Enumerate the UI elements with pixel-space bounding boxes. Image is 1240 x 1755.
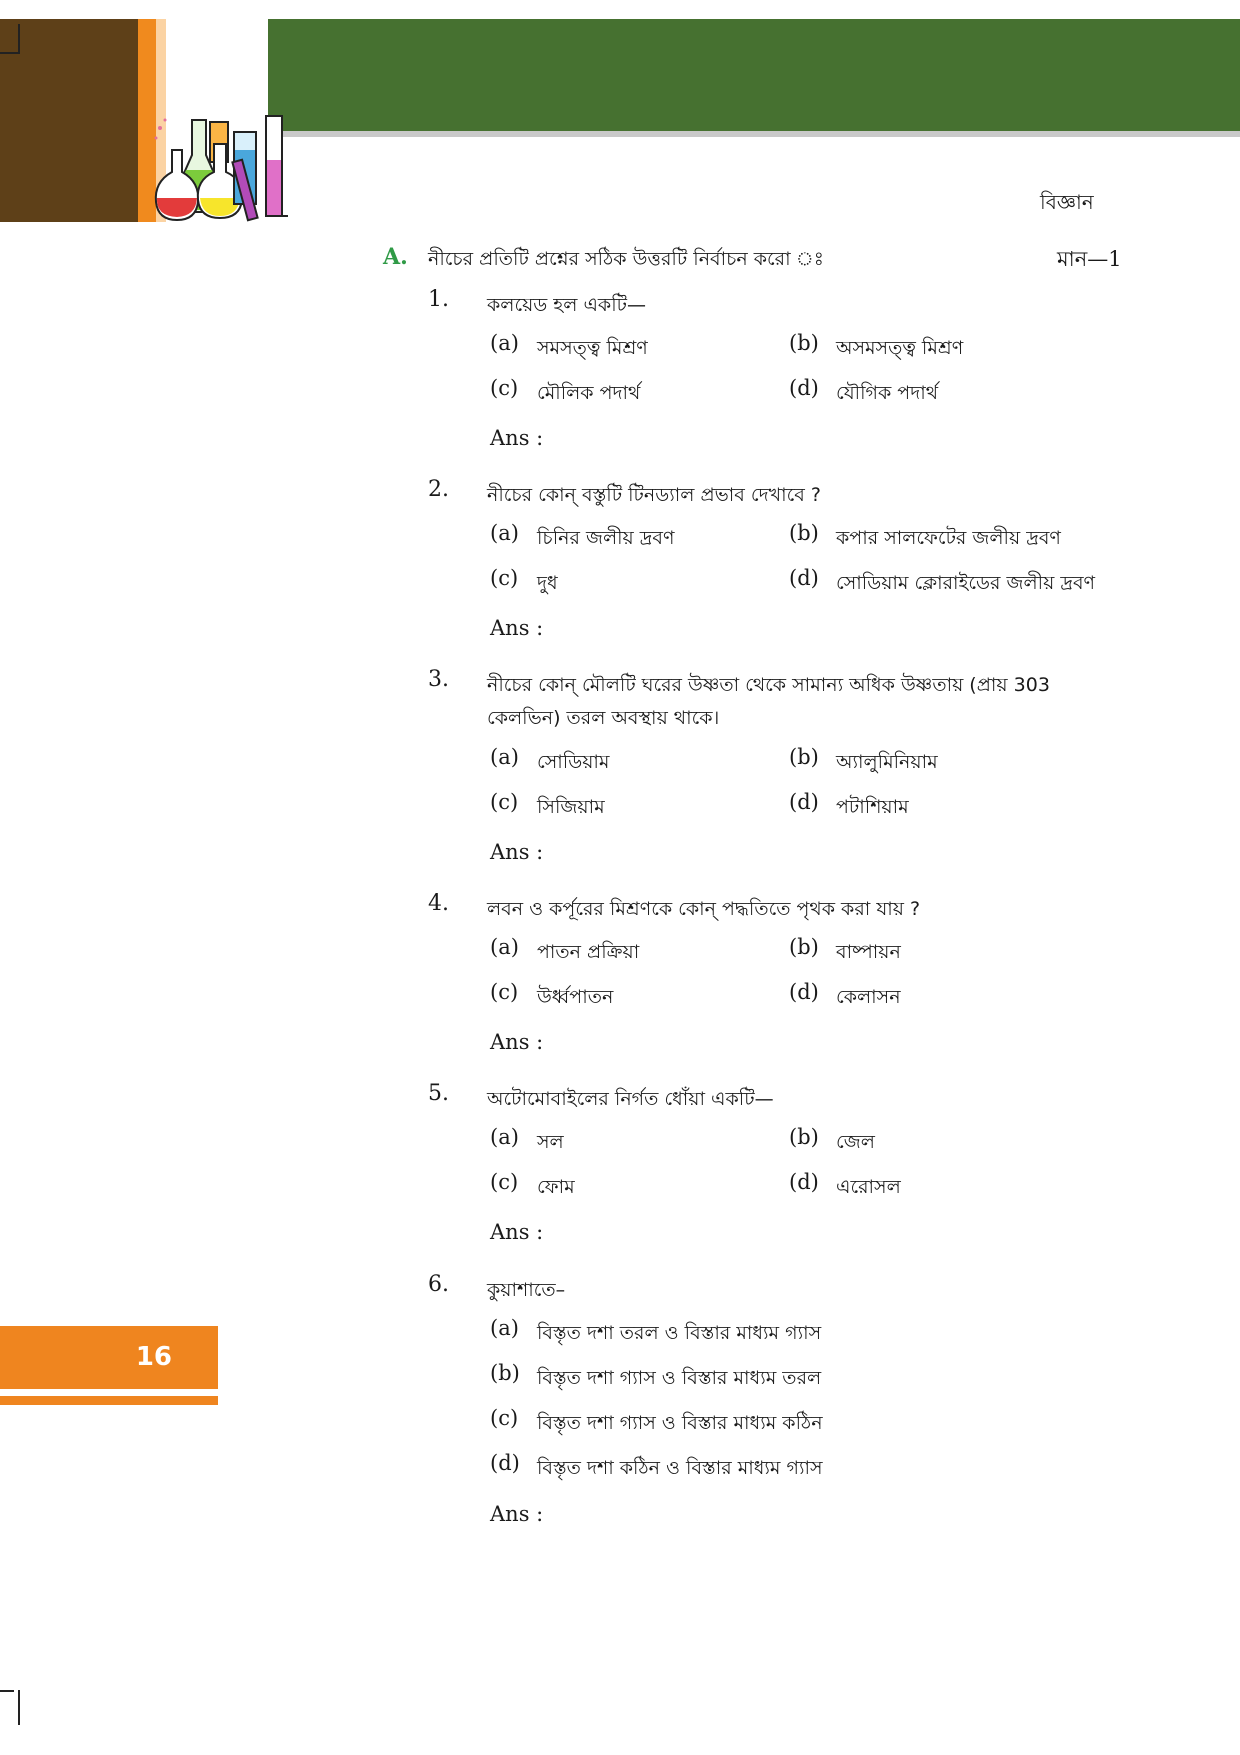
option-text: সমসত্ত্ব মিশ্রণ <box>537 337 648 359</box>
option-text: বিস্তৃত দশা তরল ও বিস্তার মাধ্যম গ্যাস <box>537 1322 822 1344</box>
question-number: 2. <box>428 477 449 502</box>
question-text: কুয়াশাতে– <box>487 1279 566 1301</box>
option-text: বিস্তৃত দশা গ্যাস ও বিস্তার মাধ্যম তরল <box>537 1367 822 1389</box>
option-label: (d) <box>789 980 819 1004</box>
question-text: কলয়েড হল একটি— <box>487 294 647 316</box>
question-number: 6. <box>428 1272 449 1297</box>
option-label: (b) <box>789 331 819 355</box>
option-label: (a) <box>490 521 519 545</box>
question-text: নীচের কোন্ বস্তুটি টিনড্যাল প্রভাব দেখাবে ? <box>487 484 821 506</box>
header-banner-shadow <box>268 131 1240 137</box>
page-number: 16 <box>135 1342 172 1372</box>
header-brown-block <box>0 19 138 222</box>
option-label: (a) <box>490 1125 519 1149</box>
option-label: (d) <box>789 1170 819 1194</box>
question-text: লবন ও কর্পূরের মিশ্রণকে কোন্ পদ্ধতিতে পৃথক করা যায় ? <box>487 898 921 920</box>
crop-mark <box>18 24 20 54</box>
option-label: (d) <box>490 1451 520 1475</box>
option-text: পটাশিয়াম <box>836 796 909 818</box>
option-label: (b) <box>789 1125 819 1149</box>
option-label: (b) <box>789 935 819 959</box>
question-number: 5. <box>428 1081 449 1106</box>
crop-mark <box>18 1690 20 1725</box>
option-text: যৌগিক পদার্থ <box>836 382 939 404</box>
question-text: নীচের কোন্ মৌলটি ঘরের উষ্ণতা থেকে সামান্য অধিক উষ্ণতায় (প্রায় 303 কেলভিন) তরল অবস্থায় থাকে। <box>487 674 1050 729</box>
option-text: উর্ধ্বপাতন <box>537 986 614 1008</box>
option-label: (a) <box>490 745 519 769</box>
lab-glassware-illustration <box>148 110 310 225</box>
subject-title: বিজ্ঞান <box>1040 190 1094 214</box>
option-label: (c) <box>490 1406 519 1430</box>
option-label: (c) <box>490 980 519 1004</box>
option-text: ফোম <box>537 1176 575 1198</box>
option-label: (a) <box>490 1316 519 1340</box>
option-text: বাষ্পায়ন <box>836 941 901 963</box>
question-text: অটোমোবাইলের নির্গত ধোঁয়া একটি— <box>487 1088 774 1110</box>
section-letter: A. <box>383 244 408 270</box>
crop-mark <box>0 1690 14 1692</box>
option-text: এরোসল <box>836 1176 901 1198</box>
option-text: মৌলিক পদার্থ <box>537 382 641 404</box>
answer-label: Ans : <box>490 426 544 450</box>
option-text: কেলাসন <box>836 986 901 1008</box>
crop-mark <box>0 52 18 54</box>
option-label: (a) <box>490 331 519 355</box>
option-label: (d) <box>789 790 819 814</box>
option-label: (c) <box>490 376 519 400</box>
question-number: 3. <box>428 667 449 692</box>
option-text: সল <box>537 1131 564 1153</box>
answer-label: Ans : <box>490 1220 544 1244</box>
section-marks: মান—1 <box>1057 247 1122 271</box>
option-text: অ্যালুমিনিয়াম <box>836 751 938 773</box>
option-text: সিজিয়াম <box>537 796 605 818</box>
header-green-banner <box>268 19 1240 131</box>
question-number: 1. <box>428 287 449 312</box>
answer-label: Ans : <box>490 1030 544 1054</box>
option-text: জেল <box>836 1131 875 1153</box>
option-label: (b) <box>789 521 819 545</box>
option-text: বিস্তৃত দশা গ্যাস ও বিস্তার মাধ্যম কঠিন <box>537 1412 823 1434</box>
option-text: সোডিয়াম ক্লোরাইডের জলীয় দ্রবণ <box>836 572 1096 594</box>
option-text: দুধ <box>537 572 558 594</box>
option-label: (c) <box>490 790 519 814</box>
page-number-underline <box>0 1396 218 1405</box>
answer-label: Ans : <box>490 1502 544 1526</box>
answer-label: Ans : <box>490 616 544 640</box>
option-text: পাতন প্রক্রিয়া <box>537 941 640 963</box>
option-label: (d) <box>789 376 819 400</box>
answer-label: Ans : <box>490 840 544 864</box>
section-title: নীচের প্রতিটি প্রশ্নের সঠিক উত্তরটি নির্বাচন করো ঃ <box>428 248 824 270</box>
option-text: অসমসত্ত্ব মিশ্রণ <box>836 337 964 359</box>
option-label: (b) <box>490 1361 520 1385</box>
option-label: (b) <box>789 745 819 769</box>
option-text: কপার সালফেটের জলীয় দ্রবণ <box>836 527 1061 549</box>
option-text: বিস্তৃত দশা কঠিন ও বিস্তার মাধ্যম গ্যাস <box>537 1457 823 1479</box>
option-label: (d) <box>789 566 819 590</box>
option-text: সোডিয়াম <box>537 751 610 773</box>
option-label: (c) <box>490 566 519 590</box>
option-label: (c) <box>490 1170 519 1194</box>
option-text: চিনির জলীয় দ্রবণ <box>537 527 675 549</box>
option-label: (a) <box>490 935 519 959</box>
question-number: 4. <box>428 891 449 916</box>
